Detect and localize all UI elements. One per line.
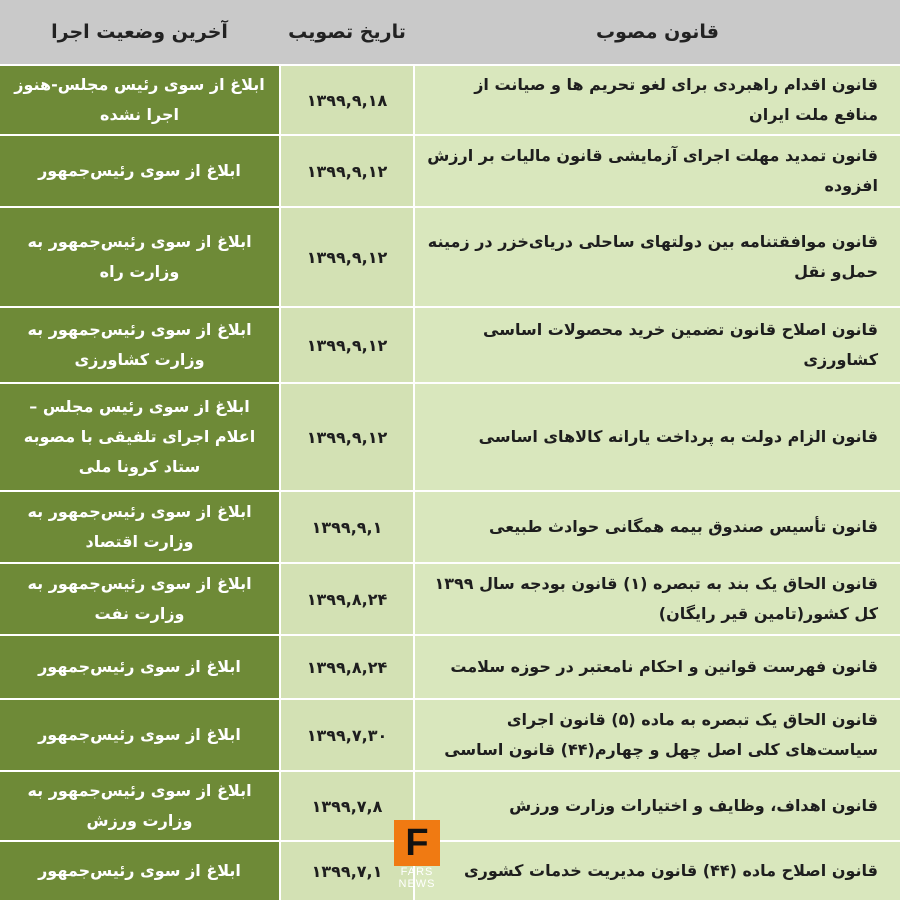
logo-letter: F <box>394 820 440 866</box>
header-date: تاریخ تصویب <box>288 21 406 43</box>
law-cell: قانون الحاق یک بند به تبصره (۱) قانون بودجه سال ۱۳۹۹ کل کشور(تامین قیر رایگان) <box>415 564 900 634</box>
date-cell: ۱۳۹۹,۹,۱۲ <box>279 308 415 382</box>
status-cell: ابلاغ از سوی رئیس‌جمهور <box>0 842 279 900</box>
logo-text-line2: NEWS <box>398 878 436 890</box>
table-body <box>0 66 900 900</box>
table-row <box>0 66 900 136</box>
table-header <box>0 0 900 66</box>
law-cell: قانون موافقتنامه بین دولتهای ساحلی دریای‌خزر در زمینه حمل‌و نقل <box>415 208 900 306</box>
status-cell: ابلاغ از سوی رئیس‌جمهور به وزارت ورزش <box>0 772 279 840</box>
table-row <box>0 700 900 772</box>
status-cell: ابلاغ از سوی رئیس‌جمهور به وزارت اقتصاد <box>0 492 279 562</box>
table-row <box>0 492 900 564</box>
date-cell: ۱۳۹۹,۹,۱۲ <box>279 136 415 206</box>
logo-text-line1: FARS <box>400 866 434 878</box>
law-cell: قانون اهداف، وظایف و اختیارات وزارت ورزش <box>415 772 900 840</box>
table-row <box>0 208 900 308</box>
date-cell: ۱۳۹۹,۹,۱۲ <box>279 384 415 490</box>
law-cell: قانون اصلاح ماده (۴۴) قانون مدیریت خدمات کشوری <box>415 842 900 900</box>
date-cell: ۱۳۹۹,۸,۲۴ <box>279 636 415 698</box>
table-row <box>0 384 900 492</box>
status-cell: ابلاغ از سوی رئیس‌جمهور <box>0 636 279 698</box>
status-cell: ابلاغ از سوی رئیس‌جمهور <box>0 136 279 206</box>
status-cell: ابلاغ از سوی رئیس مجلس – اعلام اجرای تلفیقی با مصوبه ستاد کرونا ملی <box>0 384 279 490</box>
law-cell: قانون الحاق یک تبصره به ماده (۵) قانون اجرای سیاست‌های کلی اصل چهل و چهارم(۴۴) قانون اساسی <box>415 700 900 770</box>
status-cell: ابلاغ از سوی رئیس‌جمهور به وزارت راه <box>0 208 279 306</box>
table-row <box>0 772 900 842</box>
date-cell: ۱۳۹۹,۸,۲۴ <box>279 564 415 634</box>
table-row <box>0 308 900 384</box>
law-cell: قانون تأسیس صندوق بیمه همگانی حوادث طبیعی <box>415 492 900 562</box>
header-status: آخرین وضعیت اجرا <box>51 21 228 43</box>
table-row <box>0 842 900 900</box>
table-row <box>0 636 900 700</box>
table-row <box>0 136 900 208</box>
date-cell: ۱۳۹۹,۹,۱۲ <box>279 208 415 306</box>
date-cell: ۱۳۹۹,۷,۳۰ <box>279 700 415 770</box>
table-row <box>0 564 900 636</box>
law-cell: قانون الزام دولت به پرداخت یارانه کالاهای اساسی <box>415 384 900 490</box>
fars-news-logo <box>394 820 444 898</box>
law-cell: قانون اصلاح قانون تضمین خرید محصولات اساسی کشاورزی <box>415 308 900 382</box>
date-cell: ۱۳۹۹,۹,۱۸ <box>279 66 415 134</box>
law-cell: قانون اقدام راهبردی برای لغو تحریم ها و صیانت از منافع ملت ایران <box>415 66 900 134</box>
date-cell: ۱۳۹۹,۷,۱ <box>279 842 415 900</box>
law-cell: قانون تمدید مهلت اجرای آزمایشی قانون مالیات بر ارزش افزوده <box>415 136 900 206</box>
status-cell: ابلاغ از سوی رئیس مجلس-هنوز اجرا نشده <box>0 66 279 134</box>
status-cell: ابلاغ از سوی رئیس‌جمهور به وزارت کشاورزی <box>0 308 279 382</box>
date-cell: ۱۳۹۹,۹,۱ <box>279 492 415 562</box>
status-cell: ابلاغ از سوی رئیس‌جمهور به وزارت نفت <box>0 564 279 634</box>
law-cell: قانون فهرست قوانین و احکام نامعتبر در حوزه سلامت <box>415 636 900 698</box>
header-law: قانون مصوب <box>596 21 719 43</box>
status-cell: ابلاغ از سوی رئیس‌جمهور <box>0 700 279 770</box>
date-cell: ۱۳۹۹,۷,۸ <box>279 772 415 840</box>
